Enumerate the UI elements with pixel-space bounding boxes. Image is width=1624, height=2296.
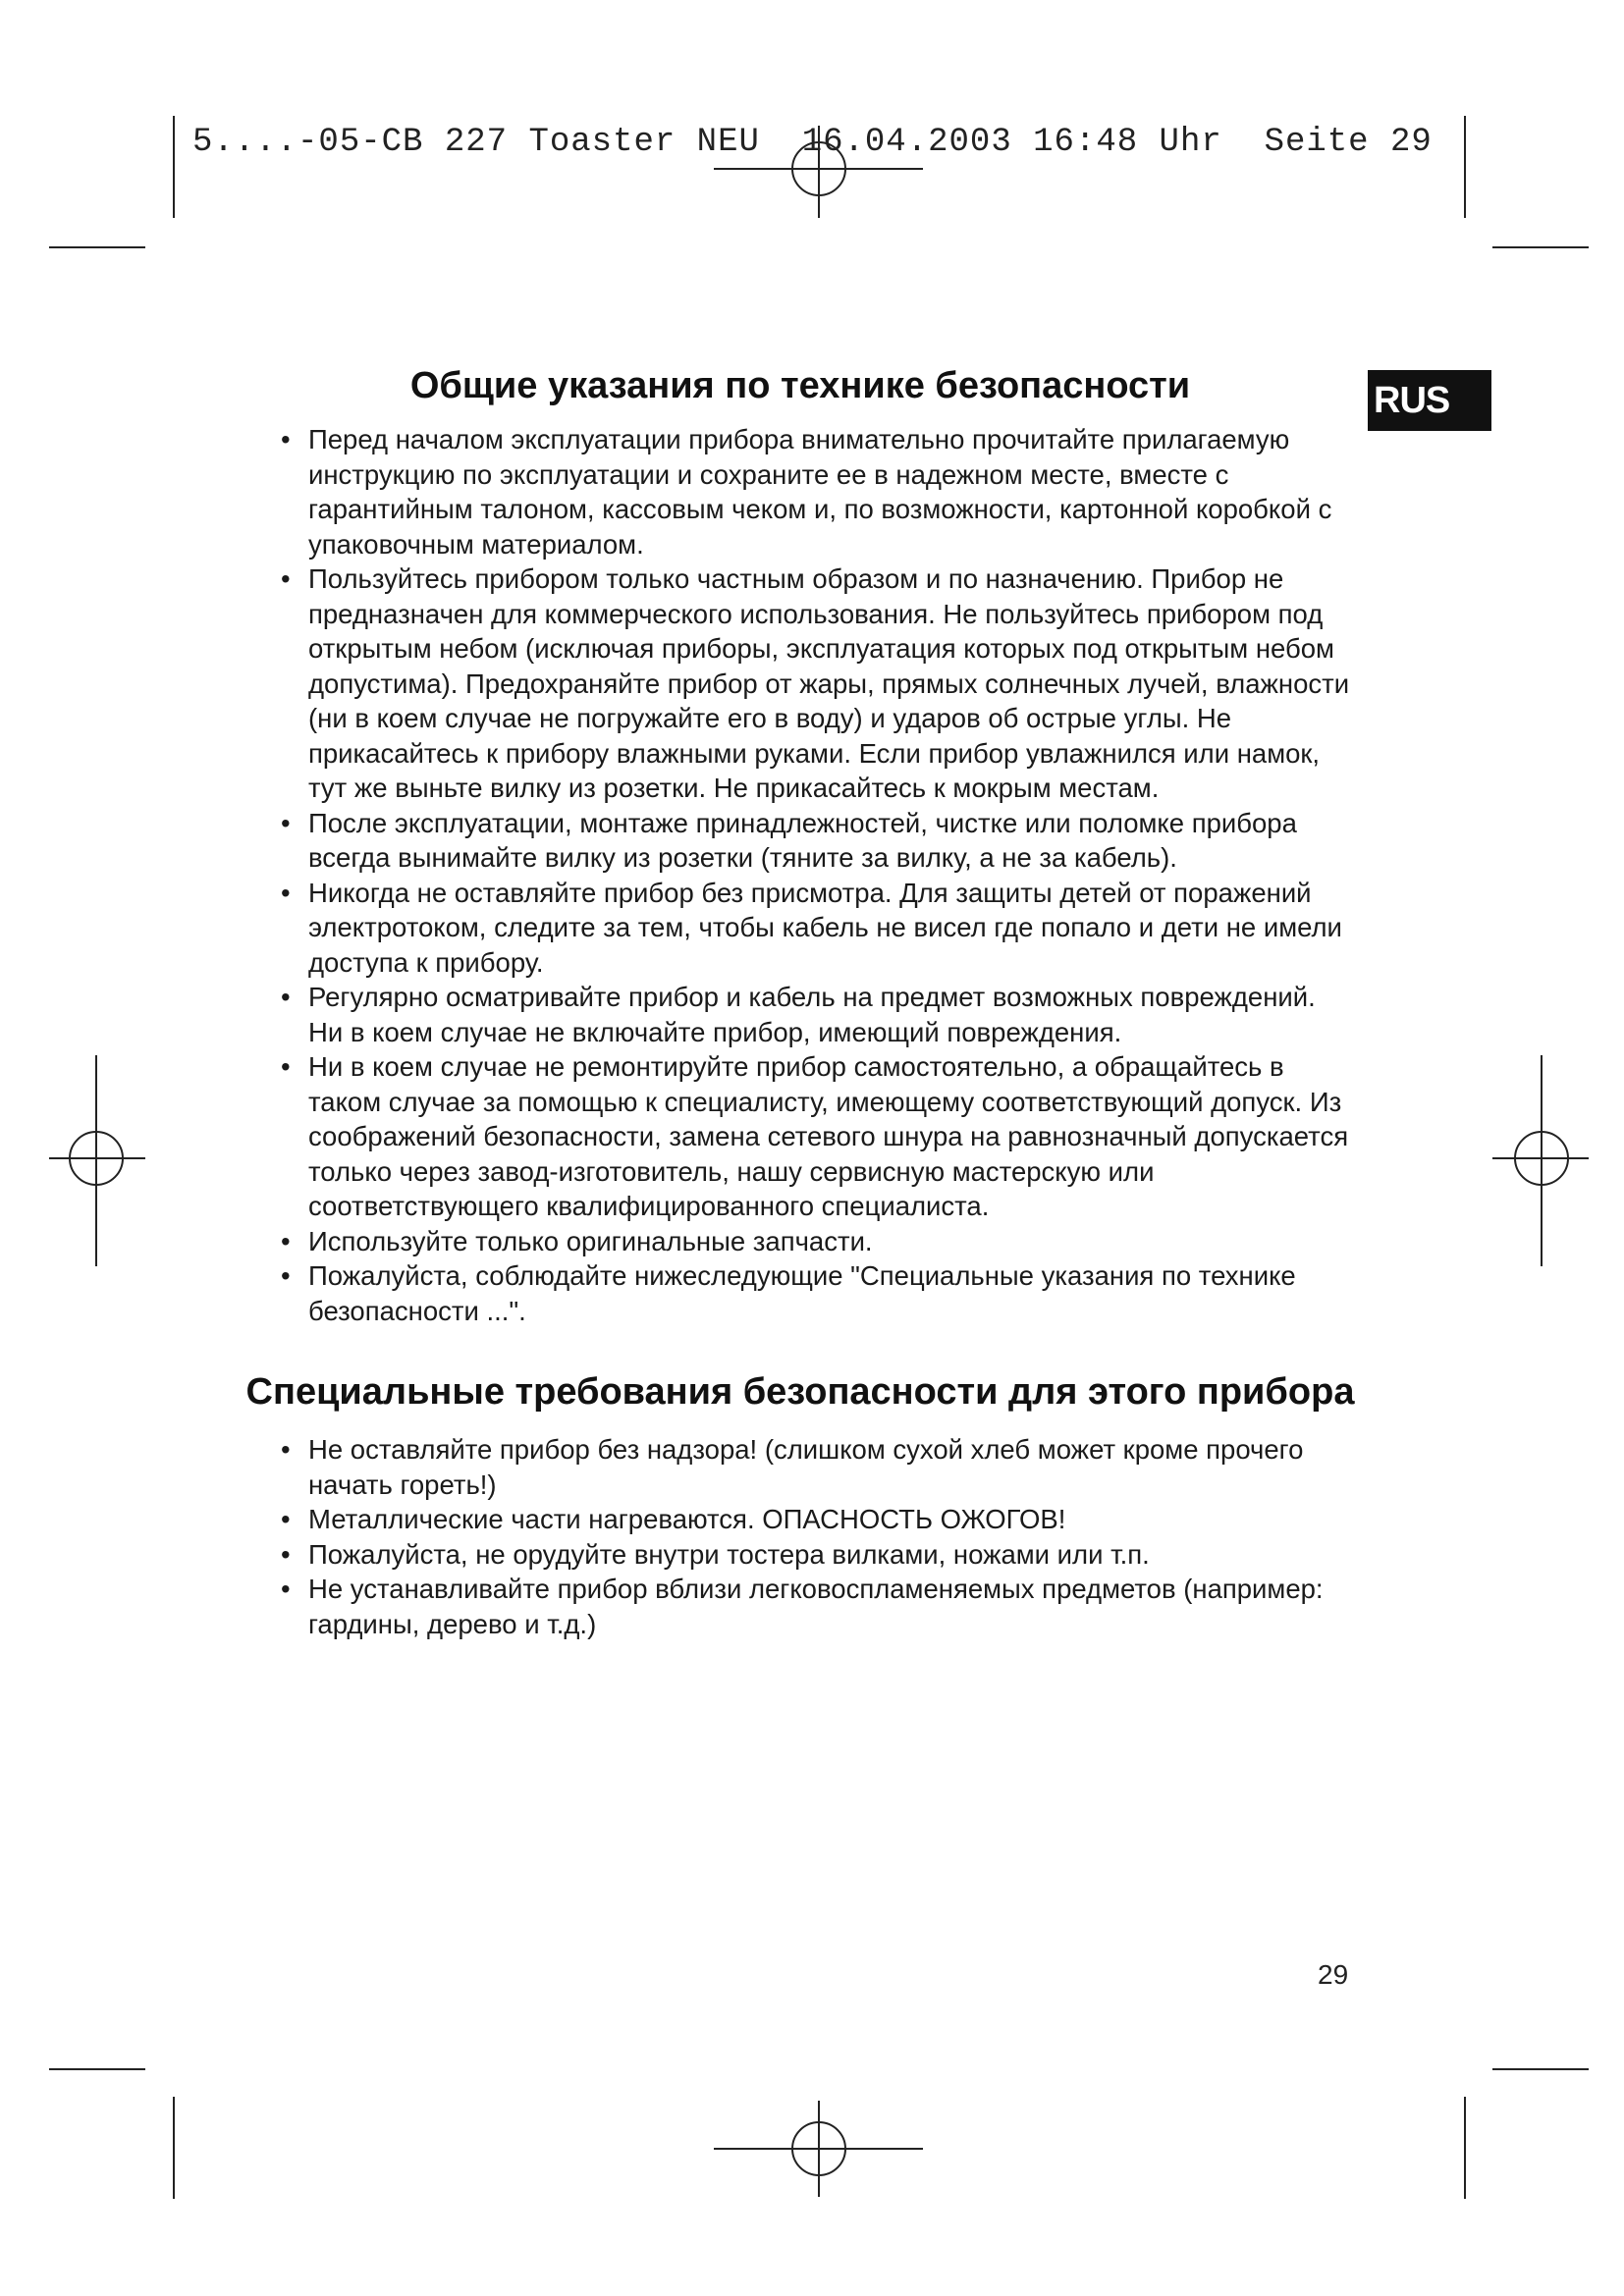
- list-item-text: Пожалуйста, соблюдайте нижеследующие "Специальные указания по технике безопасности ...".: [308, 1260, 1296, 1326]
- list-item-text: Не оставляйте прибор без надзора! (слишком сухой хлеб может кроме прочего начать гореть!): [308, 1434, 1304, 1500]
- registration-mark-right: [1492, 1055, 1589, 1266]
- special-safety-list: [245, 1432, 1355, 1641]
- bullet-glyph: •: [281, 424, 291, 454]
- list-item: [245, 980, 1355, 1049]
- list-item: [245, 806, 1355, 876]
- list-item: [245, 422, 1355, 561]
- bullet-glyph: •: [281, 1538, 291, 1570]
- list-item-text: Пожалуйста, не орудуйте внутри тостера вилками, ножами или т.п.: [308, 1538, 1150, 1570]
- bullet-glyph: •: [281, 982, 291, 1012]
- bullet-glyph: •: [281, 1225, 291, 1256]
- list-item: [245, 561, 1355, 806]
- list-item: [245, 1537, 1355, 1573]
- list-item-text: Используйте только оригинальные запчасти.: [308, 1225, 873, 1256]
- list-item-text: Металлические части нагреваются. ОПАСНОСТЬ ОЖОГОВ!: [308, 1504, 1066, 1534]
- bullet-glyph: •: [281, 1574, 291, 1604]
- list-item: [245, 1224, 1355, 1259]
- general-safety-list: [245, 422, 1355, 1328]
- bullet-glyph: •: [281, 877, 291, 908]
- list-item-text: Перед началом эксплуатации прибора внимательно прочитайте прилагаемую инструкцию по эксплуатации и сохраните ее в надежном месте, вместе с гарантийным талоном, кассовым чеком и, по возможности, картонной коробкой с упаковочным материалом.: [308, 424, 1332, 560]
- list-item: [245, 1049, 1355, 1224]
- bullet-glyph: •: [281, 1051, 291, 1082]
- main-content: [245, 363, 1355, 1641]
- section-title-general-safety: Общие указания по технике безопасности: [409, 365, 1191, 406]
- list-item: [245, 1432, 1355, 1502]
- section-title-special-safety: Специальные требования безопасности для этого прибора: [245, 1371, 1355, 1413]
- list-item: [245, 1258, 1355, 1328]
- bullet-glyph: •: [281, 1260, 291, 1291]
- list-item-text: Никогда не оставляйте прибор без присмотра. Для защиты детей от поражений электротоком, следите за тем, чтобы кабель не висел где попало и дети не имели доступа к прибору.: [308, 877, 1342, 978]
- registration-mark-left: [49, 1055, 145, 1266]
- bullet-glyph: •: [281, 1504, 291, 1534]
- list-item-text: Регулярно осматривайте прибор и кабель на предмет возможных повреждений. Ни в коем случае не включайте прибор, имеющий повреждения.: [308, 982, 1316, 1047]
- list-item-text: Ни в коем случае не ремонтируйте прибор самостоятельно, а обращайтесь в таком случае за помощью к специалисту, имеющему соответствующий допуск. Из соображений безопасности, замена сетевого шнура на равнозначный допускается только через завод-изготовитель, нашу сервисную мастерскую или соответствующего квалифицированного специалиста.: [308, 1051, 1349, 1221]
- registration-mark-bottom: [714, 2101, 923, 2197]
- list-item-text: После эксплуатации, монтаже принадлежностей, чистке или поломке прибора всегда вынимайте вилку из розетки (тяните за вилку, а не за кабель).: [308, 807, 1297, 873]
- print-slug-header: 5....-05-CB 227 Toaster NEU 16.04.2003 16:48 Uhr Seite 29: [192, 124, 1433, 161]
- bullet-glyph: •: [281, 807, 291, 838]
- language-tab: RUS: [1368, 370, 1491, 431]
- list-item: [245, 1502, 1355, 1537]
- bullet-glyph: •: [281, 1434, 291, 1465]
- list-item: [245, 1572, 1355, 1641]
- list-item-text: Не устанавливайте прибор вблизи легковоспламеняемых предметов (например: гардины, дерево и т.д.): [308, 1574, 1324, 1639]
- bullet-glyph: •: [281, 563, 291, 594]
- list-item-text: Пользуйтесь прибором только частным образом и по назначению. Прибор не предназначен для коммерческого использования. Не пользуйтесь прибором под открытым небом (исключая приборы, эксплуатация которых под открытым небом допустима). Предохраняйте прибор от жары, прямых солнечных лучей, влажности (ни в коем случае не погружайте его в воду) и ударов об острые углы. Не прикасайтесь к прибору влажными руками. Если прибор увлажнился или намок, тут же выньте вилку из розетки. Не прикасайтесь к мокрым местам.: [308, 563, 1350, 803]
- list-item: [245, 876, 1355, 981]
- page-number: 29: [1318, 1959, 1349, 1990]
